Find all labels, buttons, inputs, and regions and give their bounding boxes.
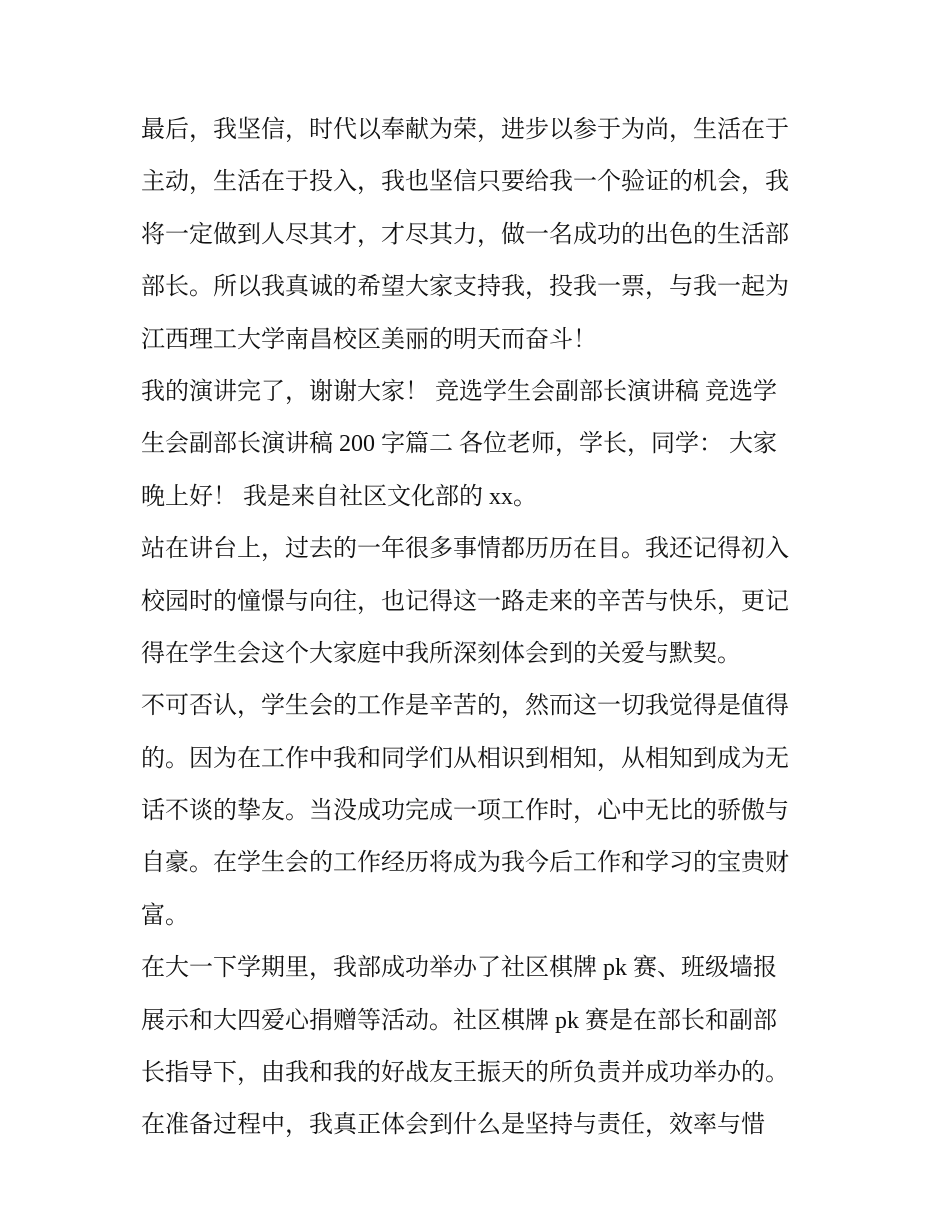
text-line: 江西理工大学南昌校区美丽的明天而奋斗！ — [141, 326, 597, 353]
text-line: 展示和大四爱心捐赠等活动。社区棋牌 pk 赛是在部长和副部 — [141, 1007, 777, 1034]
text-line: 将一定做到人尽其才，才尽其力，做一名成功的出色的生活部 — [141, 221, 789, 248]
text-line: 校园时的憧憬与向往，也记得这一路走来的辛苦与快乐，更记 — [141, 588, 789, 615]
document-body — [141, 104, 811, 1152]
text-line: 晚上好！ 我是来自社区文化部的 xx。 — [141, 483, 537, 510]
text-line: 在准备过程中，我真正体会到什么是坚持与责任，效率与惜 — [141, 1112, 765, 1139]
text-line: 自豪。在学生会的工作经历将成为我今后工作和学习的宝贵财 — [141, 850, 789, 877]
text-line: 富。 — [141, 902, 189, 929]
text-line: 生会副部长演讲稿 200 字篇二 各位老师，学长，同学： 大家 — [141, 431, 777, 458]
text-line: 得在学生会这个大家庭中我所深刻体会到的关爱与默契。 — [141, 640, 741, 667]
text-line: 主动，生活在于投入，我也坚信只要给我一个验证的机会，我 — [141, 169, 789, 196]
text-line: 我的演讲完了，谢谢大家！ 竞选学生会副部长演讲稿 竞选学 — [141, 378, 777, 405]
text-line: 长指导下，由我和我的好战友王振天的所负责并成功举办的。 — [141, 1060, 789, 1087]
text-line: 话不谈的挚友。当没成功完成一项工作时，心中无比的骄傲与 — [141, 798, 789, 825]
text-line: 在大一下学期里，我部成功举办了社区棋牌 pk 赛、班级墙报 — [141, 955, 777, 982]
text-line: 最后，我坚信，时代以奉献为荣，进步以参于为尚，生活在于 — [141, 117, 789, 143]
text-line: 的。因为在工作中我和同学们从相识到相知，从相知到成为无 — [141, 745, 789, 772]
text-line: 站在讲台上，过去的一年很多事情都历历在目。我还记得初入 — [141, 536, 789, 563]
text-line: 部长。所以我真诚的希望大家支持我，投我一票，与我一起为 — [141, 274, 789, 301]
text-line: 不可否认，学生会的工作是辛苦的，然而这一切我觉得是值得 — [141, 693, 789, 720]
